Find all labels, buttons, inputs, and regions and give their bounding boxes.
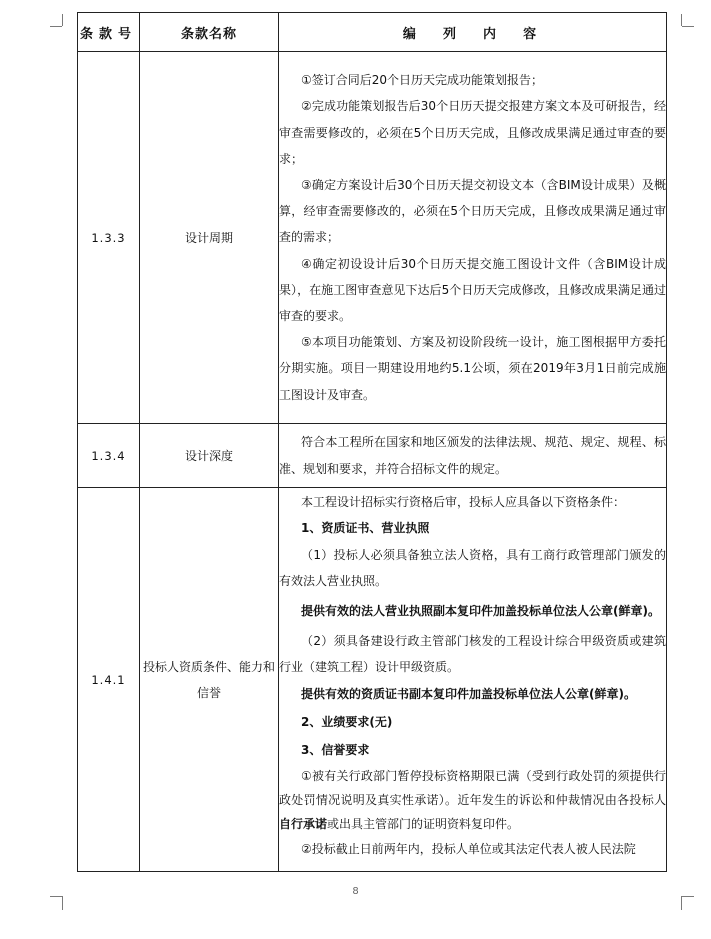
clause-table: [77, 12, 667, 872]
paragraph: ①签订合同后20个日历天完成功能策划报告；: [301, 73, 544, 88]
paragraph: ④确定初设设计后30个日历天提交施工图设计文件（含BIM设计成果），在施工图审查意见下达后5个日历天完成修改，且修改成果满足通过审查的要求。: [279, 256, 666, 323]
paragraph-bold: 提供有效的资质证书副本复印件加盖投标单位法人公章(鲜章)。: [301, 687, 636, 701]
crop-mark: [681, 14, 682, 26]
paragraph: ②完成功能策划报告后30个日历天提交报建方案文本及可研报告，经审查需要修改的，必须在5个日历天完成，且修改成果满足通过审查的要求；: [279, 99, 666, 166]
section-heading: 2、业绩要求(无): [301, 715, 393, 729]
table-row: [78, 424, 667, 488]
table-row: [78, 52, 667, 424]
crop-mark: [682, 26, 694, 27]
table-row: [78, 488, 667, 872]
section-heading: 1、资质证书、营业执照: [301, 521, 430, 535]
crop-mark: [62, 14, 63, 26]
table-header-row: [78, 13, 667, 52]
header-content: 编 列 内 容: [279, 13, 667, 52]
clause-name: 投标人资质条件、能力和信誉: [140, 488, 279, 872]
paragraph: （1）投标人必须具备独立法人资格，具有工商行政管理部门颁发的有效法人营业执照。: [279, 548, 666, 588]
crop-mark: [62, 896, 63, 910]
clause-name: 设计周期: [140, 52, 279, 424]
text-run: 或出具主管部门的证明资料复印件。: [327, 817, 520, 831]
clause-number: 1.4.1: [78, 488, 140, 872]
header-clause-name: 条款名称: [140, 13, 279, 52]
clause-content: [279, 424, 667, 488]
page-number: 8: [352, 886, 359, 897]
clause-name: 设计深度: [140, 424, 279, 488]
paragraph: ②投标截止日前两年内，投标人单位或其法定代表人被人民法院: [301, 842, 636, 856]
section-heading: 3、信誉要求: [301, 743, 370, 757]
crop-mark: [50, 26, 62, 27]
clause-content: [279, 52, 667, 424]
paragraph-bold: 提供有效的法人营业执照副本复印件加盖投标单位法人公章(鲜章)。: [301, 604, 660, 618]
paragraph: ⑤本项目功能策划、方案及初设阶段统一设计，施工图根据甲方委托分期实施。项目一期建设用地约5.1公顷，须在2019年3月1日前完成施工图设计及审查。: [279, 335, 666, 402]
paragraph: 本工程设计招标实行资格后审，投标人应具备以下资格条件：: [301, 495, 626, 509]
text-run-bold: 自行承诺: [279, 817, 328, 831]
paragraph: [279, 764, 666, 836]
clause-number: 1.3.3: [78, 52, 140, 424]
paragraph: 符合本工程所在国家和地区颁发的法律法规、规范、规定、规程、标准、规划和要求，并符合招标文件的规定。: [279, 435, 666, 476]
clause-number: 1.3.4: [78, 424, 140, 488]
text-run: ①被有关行政部门暂停投标资格期限已满（受到行政处罚的须提供行政处罚情况说明及真实性承诺）。近年发生的诉讼和仲裁情况由各投标人: [279, 769, 666, 807]
paragraph: ③确定方案设计后30个日历天提交初设文本（含BIM设计成果）及概算，经审查需要修改的，必须在5个日历天完成，且修改成果满足通过审查的需求；: [279, 177, 666, 245]
crop-mark: [681, 896, 682, 910]
header-clause-number: 条款号: [78, 13, 140, 52]
clause-content: [279, 488, 667, 872]
paragraph: （2）须具备建设行政主管部门核发的工程设计综合甲级资质或建筑行业（建筑工程）设计甲级资质。: [279, 634, 666, 674]
